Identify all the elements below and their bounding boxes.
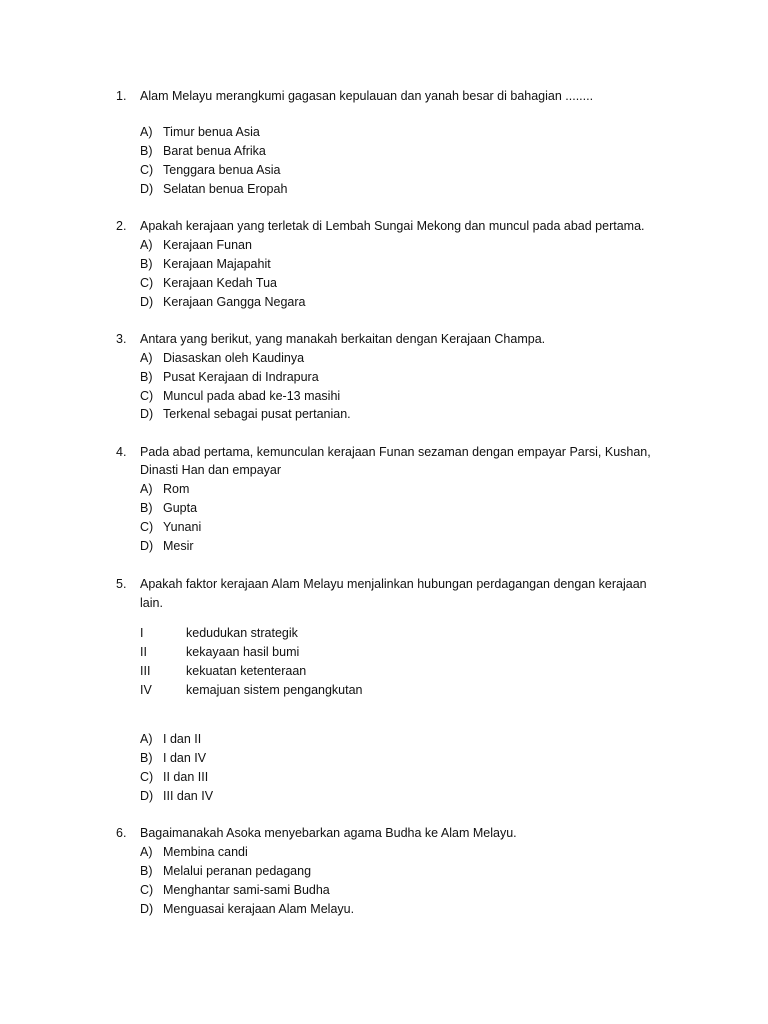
option-text: Kerajaan Funan xyxy=(163,238,252,252)
question-text: Bagaimanakah Asoka menyebarkan agama Budha ke Alam Melayu. xyxy=(140,826,517,840)
option-text: Gupta xyxy=(163,501,198,515)
option-text: Barat benua Afrika xyxy=(163,144,266,158)
option-text: Membina candi xyxy=(163,845,248,859)
statement-roman: III xyxy=(140,664,151,678)
question-number: 1. xyxy=(116,89,127,103)
option-text: Mesir xyxy=(163,539,194,553)
question-number: 3. xyxy=(116,332,127,346)
question-text: Dinasti Han dan empayar xyxy=(140,463,282,477)
option-text: Kerajaan Majapahit xyxy=(163,257,271,271)
statement-text: kemajuan sistem pengangkutan xyxy=(186,683,363,697)
option-text: Menguasai kerajaan Alam Melayu. xyxy=(163,902,355,916)
statement-roman: II xyxy=(140,645,147,659)
question-number: 6. xyxy=(116,826,127,840)
option-text: Melalui peranan pedagang xyxy=(163,864,312,878)
option-text: Menghantar sami-sami Budha xyxy=(163,883,330,897)
question-text: Antara yang berikut, yang manakah berkaitan dengan Kerajaan Champa. xyxy=(140,332,546,346)
option-text: Terkenal sebagai pusat pertanian. xyxy=(163,407,351,421)
option-text: Yunani xyxy=(163,520,202,534)
option-label: D) xyxy=(140,295,154,309)
option-text: Muncul pada abad ke-13 masihi xyxy=(163,389,341,403)
option-label: B) xyxy=(140,501,153,515)
statement-roman: I xyxy=(140,626,144,640)
option-text: Pusat Kerajaan di Indrapura xyxy=(163,370,319,384)
question-text: lain. xyxy=(140,596,163,610)
option-label: C) xyxy=(140,520,154,534)
option-label: C) xyxy=(140,883,154,897)
option-label: D) xyxy=(140,789,154,803)
option-text: Selatan benua Eropah xyxy=(163,182,288,196)
option-text: Tenggara benua Asia xyxy=(163,163,281,177)
option-label: A) xyxy=(140,845,153,859)
question-number: 4. xyxy=(116,445,127,459)
option-text: II dan III xyxy=(163,770,209,784)
option-label: A) xyxy=(140,238,153,252)
question-number: 2. xyxy=(116,219,127,233)
question-text: Alam Melayu merangkumi gagasan kepulauan dan yanah besar di bahagian ........ xyxy=(140,89,594,103)
option-text: I dan IV xyxy=(163,751,207,765)
statement-text: kekuatan ketenteraan xyxy=(186,664,307,678)
option-text: Diasaskan oleh Kaudinya xyxy=(163,351,305,365)
option-label: B) xyxy=(140,257,153,271)
option-label: C) xyxy=(140,276,154,290)
question-number: 5. xyxy=(116,577,127,591)
option-text: I dan II xyxy=(163,732,202,746)
option-label: B) xyxy=(140,370,153,384)
option-text: Timur benua Asia xyxy=(163,125,260,139)
option-text: III dan IV xyxy=(163,789,214,803)
question-text: Apakah kerajaan yang terletak di Lembah Sungai Mekong dan muncul pada abad pertama. xyxy=(140,219,645,233)
option-label: C) xyxy=(140,389,154,403)
option-text: Kerajaan Gangga Negara xyxy=(163,295,306,309)
option-label: B) xyxy=(140,144,153,158)
question-text: Pada abad pertama, kemunculan kerajaan Funan sezaman dengan empayar Parsi, Kushan, xyxy=(140,445,651,459)
option-label: C) xyxy=(140,770,154,784)
option-label: C) xyxy=(140,163,154,177)
question-text: Apakah faktor kerajaan Alam Melayu menjalinkan hubungan perdagangan dengan kerajaan xyxy=(140,577,647,591)
option-label: A) xyxy=(140,351,153,365)
option-label: B) xyxy=(140,864,153,878)
option-text: Kerajaan Kedah Tua xyxy=(163,276,277,290)
option-label: D) xyxy=(140,407,154,421)
option-label: B) xyxy=(140,751,153,765)
statement-text: kekayaan hasil bumi xyxy=(186,645,300,659)
statement-text: kedudukan strategik xyxy=(186,626,298,640)
option-label: D) xyxy=(140,539,154,553)
option-text: Rom xyxy=(163,482,190,496)
option-label: D) xyxy=(140,182,154,196)
option-label: A) xyxy=(140,482,153,496)
option-label: A) xyxy=(140,125,153,139)
option-label: D) xyxy=(140,902,154,916)
statement-roman: IV xyxy=(140,683,152,697)
option-label: A) xyxy=(140,732,153,746)
